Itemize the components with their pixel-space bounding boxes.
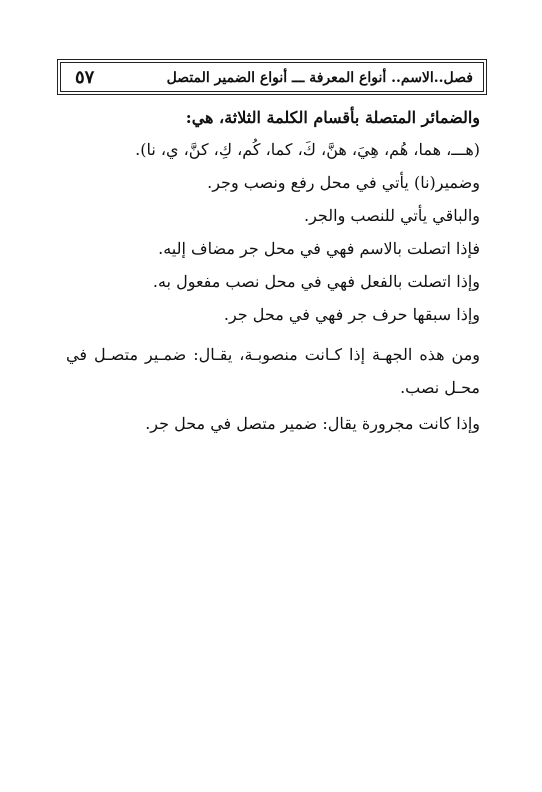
text-line-with-preposition: وإذا سبقها حرف جر فهي في محل جر.	[223, 305, 480, 324]
text-line-genitive: وإذا كانت مجرورة يقال: ضمير متصل في محل جر.	[145, 414, 480, 433]
page-header	[60, 62, 484, 92]
text-line-intro: والضمائر المتصلة بأقسام الكلمة الثلاثة، هي:	[185, 108, 480, 127]
text-line-with-noun: فإذا اتصلت بالاسم فهي في محل جر مضاف إليه.	[158, 239, 480, 258]
text-line-pronoun-list: (هـــ، هما، هُم، هِيَ، هنَّ، كَ، كما، كُم، كِ، كنَّ، ي، نا).	[135, 140, 480, 159]
page-number: ٥٧	[75, 67, 95, 88]
text-line-with-verb: وإذا اتصلت بالفعل فهي في محل نصب مفعول به.	[152, 272, 480, 291]
text-line-remaining: والباقي يأتي للنصب والجر.	[304, 206, 480, 225]
text-line-na-pronoun: وضمير(نا) يأتي في محل رفع ونصب وجر.	[207, 173, 480, 192]
page-body	[66, 108, 480, 434]
text-line-accusative: ومن هذه الجهـة إذا كـانت منصوبـة، يقـال: ضمـير متصـل في محـل نصب.	[66, 345, 480, 397]
header-title: فصل..الاسم.. أنواع المعرفة ـــ أنواع الضمير المتصل	[166, 70, 473, 86]
